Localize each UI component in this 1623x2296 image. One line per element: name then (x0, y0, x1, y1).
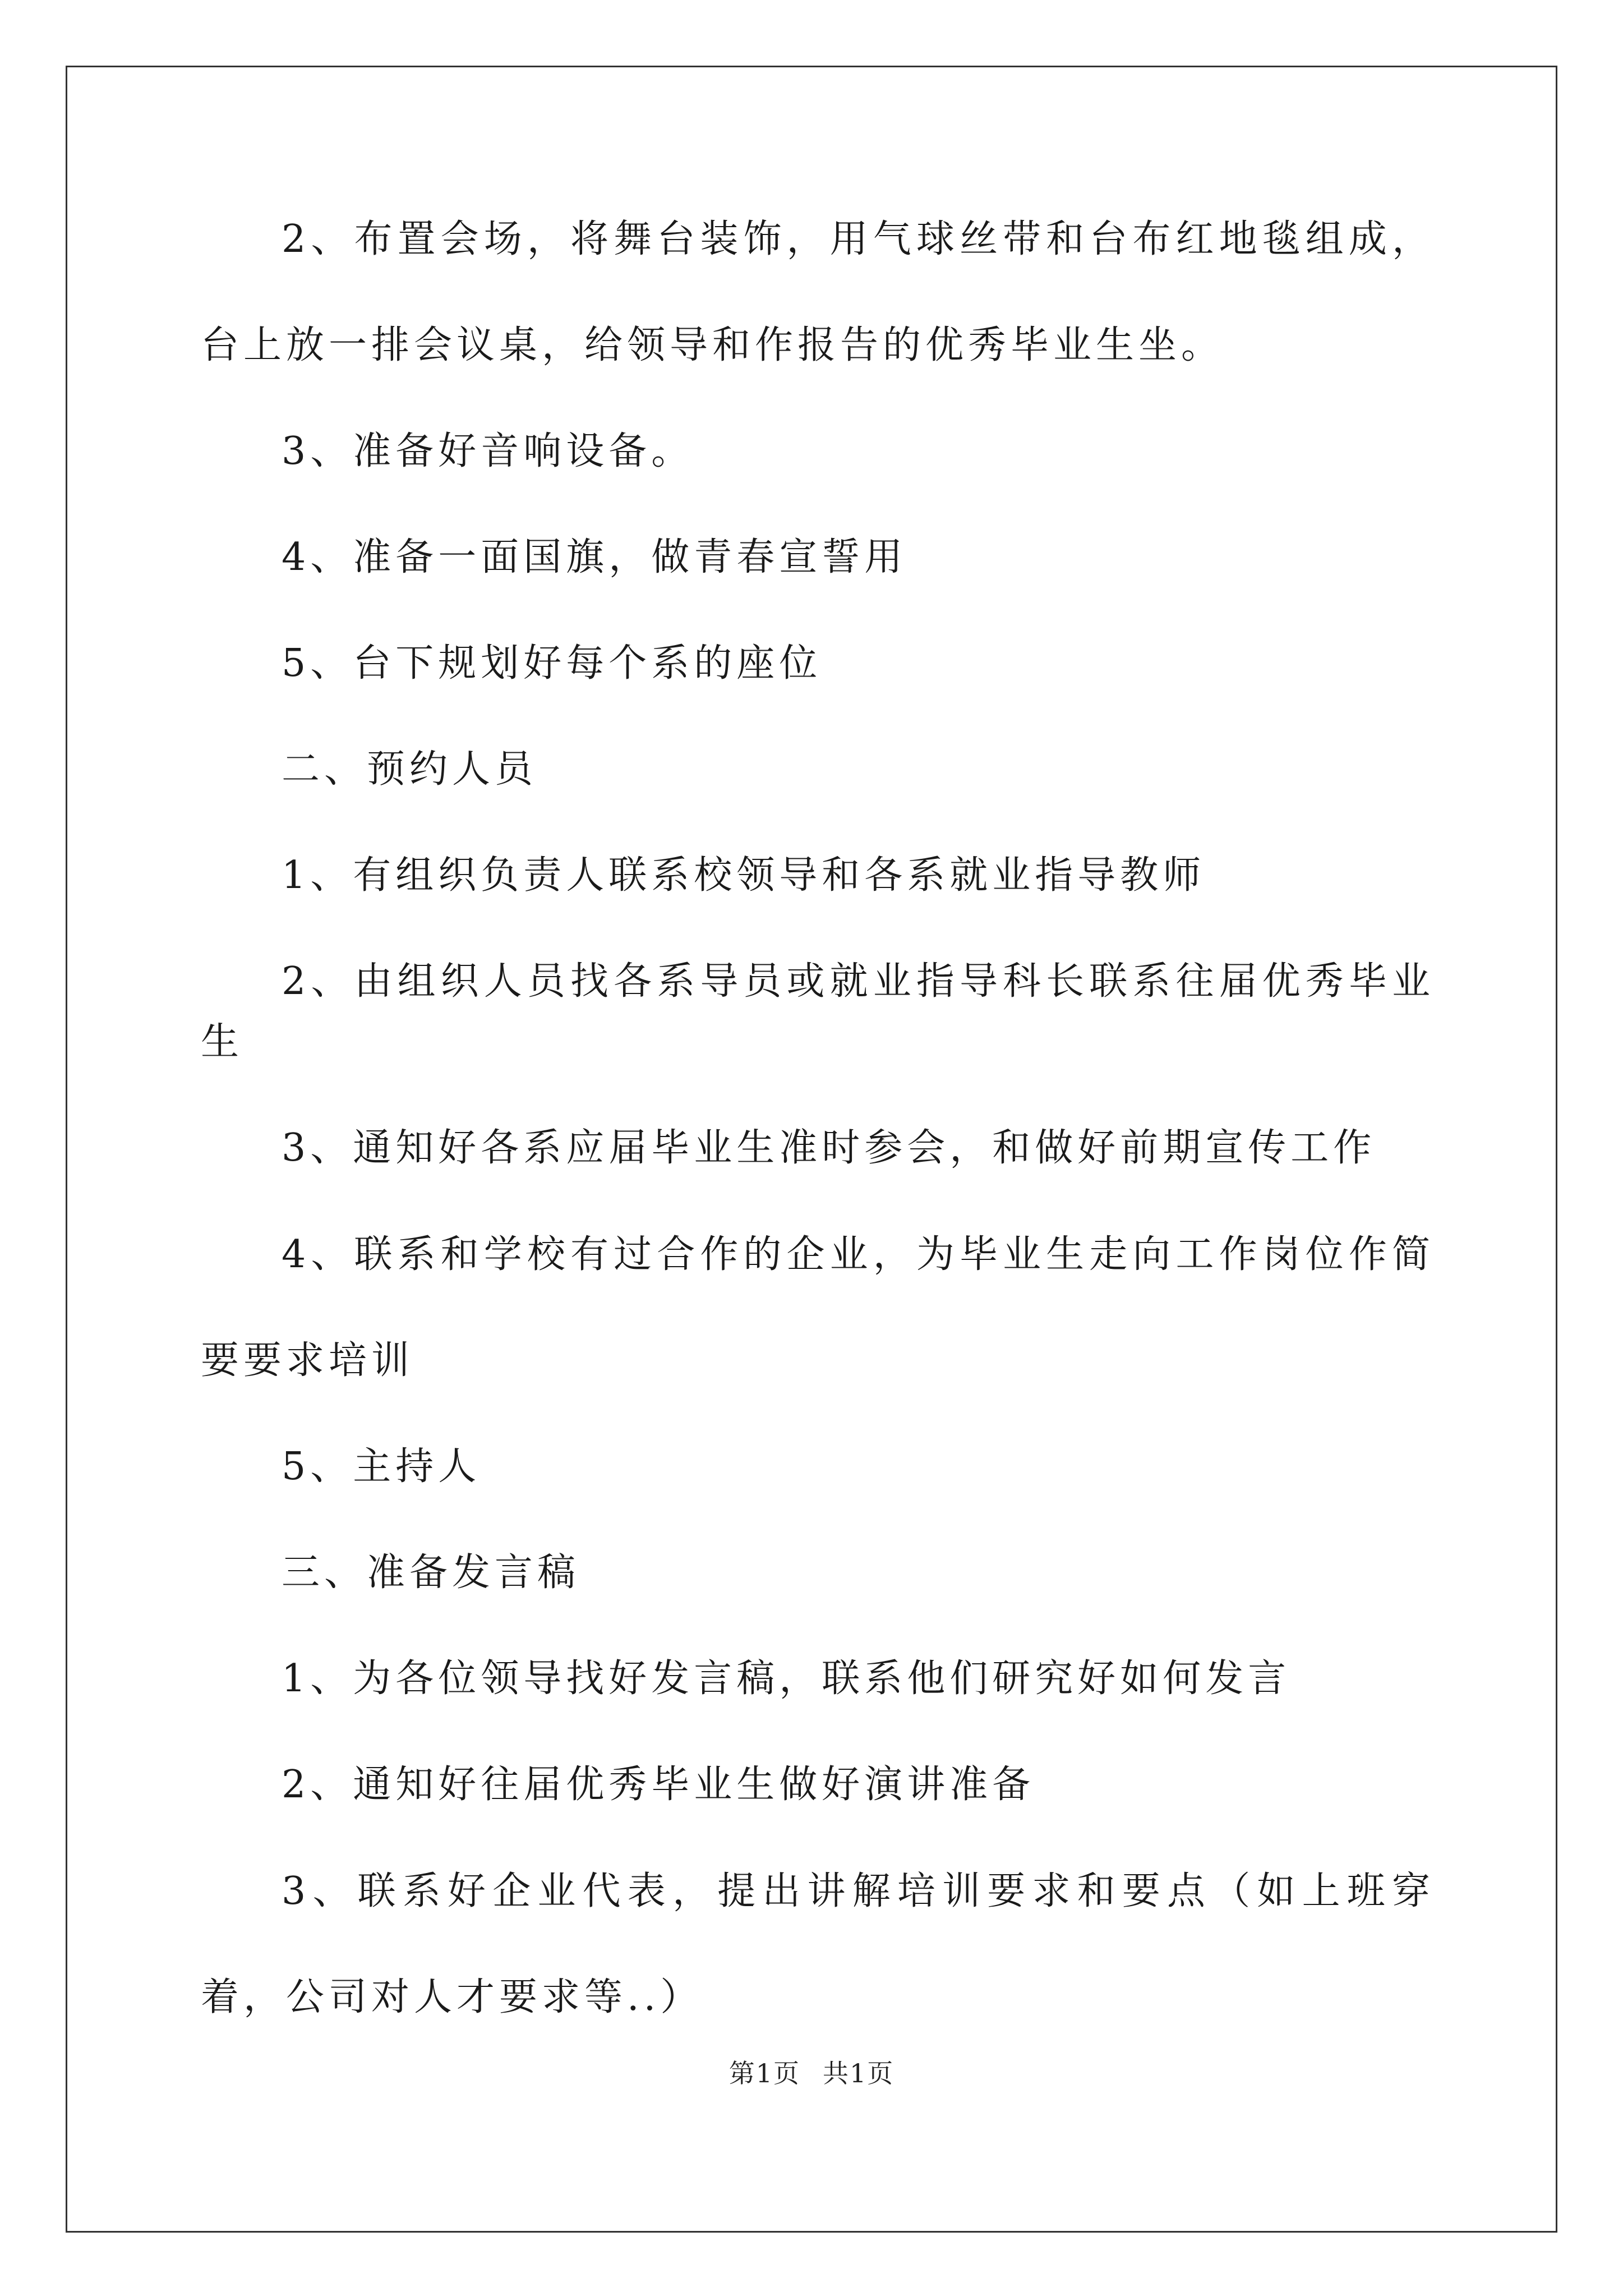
paragraph-host: 5、主持人 (282, 1444, 481, 1489)
paragraph-leader-speeches: 1、为各位领导找好发言稿，联系他们研究好如何发言 (282, 1657, 1291, 1701)
page-footer (0, 2053, 1623, 2090)
paragraph-notify-students: 3、通知好各系应届毕业生准时参会，和做好前期宣传工作 (282, 1126, 1376, 1170)
paragraph-seating: 5、台下规划好每个系的座位 (282, 641, 822, 685)
section-heading-speeches: 三、准备发言稿 (282, 1550, 580, 1595)
paragraph-national-flag: 4、准备一面国旗，做青春宣誓用 (282, 535, 907, 579)
paragraph-contact-enterprises: 4、联系和学校有过合作的企业，为毕业生走向工作岗位作简要要求培训 (201, 1232, 1435, 1383)
paragraph-enterprise-representative: 3、联系好企业代表，提出讲解培训要求和要点（如上班穿着，公司对人才要求等..） (201, 1869, 1435, 2019)
paragraph-graduate-speeches: 2、通知好往届优秀毕业生做好演讲准备 (282, 1763, 1035, 1807)
paragraph-audio-equipment: 3、准备好音响设备。 (282, 429, 694, 473)
page-total: 共1页 (823, 2058, 895, 2088)
page-number: 第1页 (728, 2058, 800, 2088)
document-body (201, 209, 1435, 2073)
paragraph-contact-graduates: 2、由组织人员找各系导员或就业指导科长联系往届优秀毕业生 (201, 959, 1435, 1064)
paragraph-contact-leaders: 1、有组织负责人联系校领导和各系就业指导教师 (282, 853, 1206, 898)
paragraph-venue-setup: 2、布置会场，将舞台装饰，用气球丝带和台布红地毯组成，台上放一排会议桌，给领导和作报告的优秀毕业生坐。 (201, 217, 1435, 367)
section-heading-personnel: 二、预约人员 (282, 747, 538, 792)
